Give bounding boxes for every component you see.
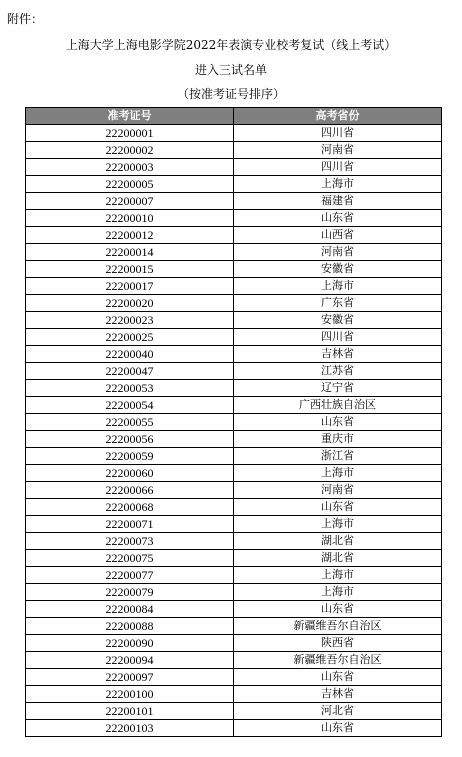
- exam-id-cell: 22200053: [26, 380, 234, 397]
- exam-id-cell: 22200077: [26, 567, 234, 584]
- province-cell: 吉林省: [234, 686, 442, 703]
- province-cell: 新疆维吾尔自治区: [234, 618, 442, 635]
- exam-id-cell: 22200047: [26, 363, 234, 380]
- exam-id-cell: 22200090: [26, 635, 234, 652]
- exam-id-cell: 22200025: [26, 329, 234, 346]
- province-cell: 上海市: [234, 278, 442, 295]
- table-row: [26, 210, 442, 227]
- province-cell: 江苏省: [234, 363, 442, 380]
- exam-id-cell: 22200055: [26, 414, 234, 431]
- table-row: [26, 720, 442, 737]
- table-row: [26, 482, 442, 499]
- province-cell: 山东省: [234, 499, 442, 516]
- province-cell: 山东省: [234, 669, 442, 686]
- header-province: 高考省份: [234, 108, 442, 125]
- table-row: [26, 363, 442, 380]
- table-row: [26, 176, 442, 193]
- exam-id-cell: 22200088: [26, 618, 234, 635]
- exam-id-cell: 22200073: [26, 533, 234, 550]
- table-row: [26, 193, 442, 210]
- exam-id-cell: 22200054: [26, 397, 234, 414]
- table-row: [26, 261, 442, 278]
- exam-id-cell: 22200040: [26, 346, 234, 363]
- province-cell: 湖北省: [234, 550, 442, 567]
- table-row: [26, 499, 442, 516]
- table-row: [26, 159, 442, 176]
- table-row: [26, 380, 442, 397]
- province-cell: 吉林省: [234, 346, 442, 363]
- exam-id-cell: 22200056: [26, 431, 234, 448]
- table-row: [26, 414, 442, 431]
- province-cell: 山东省: [234, 601, 442, 618]
- table-row: [26, 601, 442, 618]
- table-row: [26, 516, 442, 533]
- exam-id-cell: 22200100: [26, 686, 234, 703]
- exam-id-cell: 22200084: [26, 601, 234, 618]
- table-row: [26, 125, 442, 142]
- table-row: [26, 278, 442, 295]
- document-subtitle: 进入三试名单: [194, 63, 267, 77]
- table-header-row: [26, 108, 442, 125]
- table-row: [26, 652, 442, 669]
- province-cell: 陕西省: [234, 635, 442, 652]
- table-row: [26, 227, 442, 244]
- exam-id-cell: 22200001: [26, 125, 234, 142]
- exam-id-cell: 22200066: [26, 482, 234, 499]
- province-cell: 重庆市: [234, 431, 442, 448]
- table-row: [26, 533, 442, 550]
- sort-note: （按准考证号排序）: [176, 87, 285, 101]
- exam-id-cell: 22200079: [26, 584, 234, 601]
- exam-id-cell: 22200094: [26, 652, 234, 669]
- attachment-label: 附件：: [7, 12, 44, 26]
- province-cell: 上海市: [234, 465, 442, 482]
- table-row: [26, 431, 442, 448]
- province-cell: 上海市: [234, 516, 442, 533]
- exam-id-cell: 22200014: [26, 244, 234, 261]
- exam-id-cell: 22200017: [26, 278, 234, 295]
- province-cell: 山东省: [234, 720, 442, 737]
- province-cell: 山东省: [234, 210, 442, 227]
- table-row: [26, 465, 442, 482]
- exam-id-cell: 22200060: [26, 465, 234, 482]
- table-row: [26, 244, 442, 261]
- province-cell: 河北省: [234, 703, 442, 720]
- province-cell: 辽宁省: [234, 380, 442, 397]
- table-row: [26, 397, 442, 414]
- table-body: [26, 125, 442, 737]
- exam-id-cell: 22200003: [26, 159, 234, 176]
- province-cell: 河南省: [234, 142, 442, 159]
- table-row: [26, 142, 442, 159]
- province-cell: 山西省: [234, 227, 442, 244]
- province-cell: 湖北省: [234, 533, 442, 550]
- province-cell: 安徽省: [234, 312, 442, 329]
- province-cell: 上海市: [234, 584, 442, 601]
- province-cell: 安徽省: [234, 261, 442, 278]
- province-cell: 广东省: [234, 295, 442, 312]
- table-row: [26, 346, 442, 363]
- province-cell: 浙江省: [234, 448, 442, 465]
- exam-id-cell: 22200068: [26, 499, 234, 516]
- province-cell: 广西壮族自治区: [234, 397, 442, 414]
- table-row: [26, 618, 442, 635]
- province-cell: 四川省: [234, 125, 442, 142]
- exam-id-cell: 22200101: [26, 703, 234, 720]
- exam-id-cell: 22200015: [26, 261, 234, 278]
- header-exam-id: 准考证号: [26, 108, 234, 125]
- table-row: [26, 567, 442, 584]
- table-row: [26, 448, 442, 465]
- exam-id-cell: 22200002: [26, 142, 234, 159]
- exam-id-cell: 22200023: [26, 312, 234, 329]
- exam-id-cell: 22200097: [26, 669, 234, 686]
- table-row: [26, 703, 442, 720]
- table-row: [26, 550, 442, 567]
- exam-id-cell: 22200020: [26, 295, 234, 312]
- province-cell: 山东省: [234, 414, 442, 431]
- table-row: [26, 329, 442, 346]
- candidate-table: [25, 107, 442, 737]
- province-cell: 上海市: [234, 176, 442, 193]
- province-cell: 河南省: [234, 482, 442, 499]
- exam-id-cell: 22200005: [26, 176, 234, 193]
- table-row: [26, 686, 442, 703]
- table-row: [26, 295, 442, 312]
- province-cell: 福建省: [234, 193, 442, 210]
- province-cell: 四川省: [234, 329, 442, 346]
- province-cell: 上海市: [234, 567, 442, 584]
- table-row: [26, 635, 442, 652]
- exam-id-cell: 22200071: [26, 516, 234, 533]
- table-row: [26, 669, 442, 686]
- table-row: [26, 312, 442, 329]
- exam-id-cell: 22200059: [26, 448, 234, 465]
- exam-id-cell: 22200012: [26, 227, 234, 244]
- exam-id-cell: 22200007: [26, 193, 234, 210]
- province-cell: 新疆维吾尔自治区: [234, 652, 442, 669]
- province-cell: 河南省: [234, 244, 442, 261]
- exam-id-cell: 22200010: [26, 210, 234, 227]
- table-row: [26, 584, 442, 601]
- exam-id-cell: 22200103: [26, 720, 234, 737]
- province-cell: 四川省: [234, 159, 442, 176]
- document-title: 上海大学上海电影学院2022年表演专业校考复试（线上考试）: [65, 38, 397, 52]
- exam-id-cell: 22200075: [26, 550, 234, 567]
